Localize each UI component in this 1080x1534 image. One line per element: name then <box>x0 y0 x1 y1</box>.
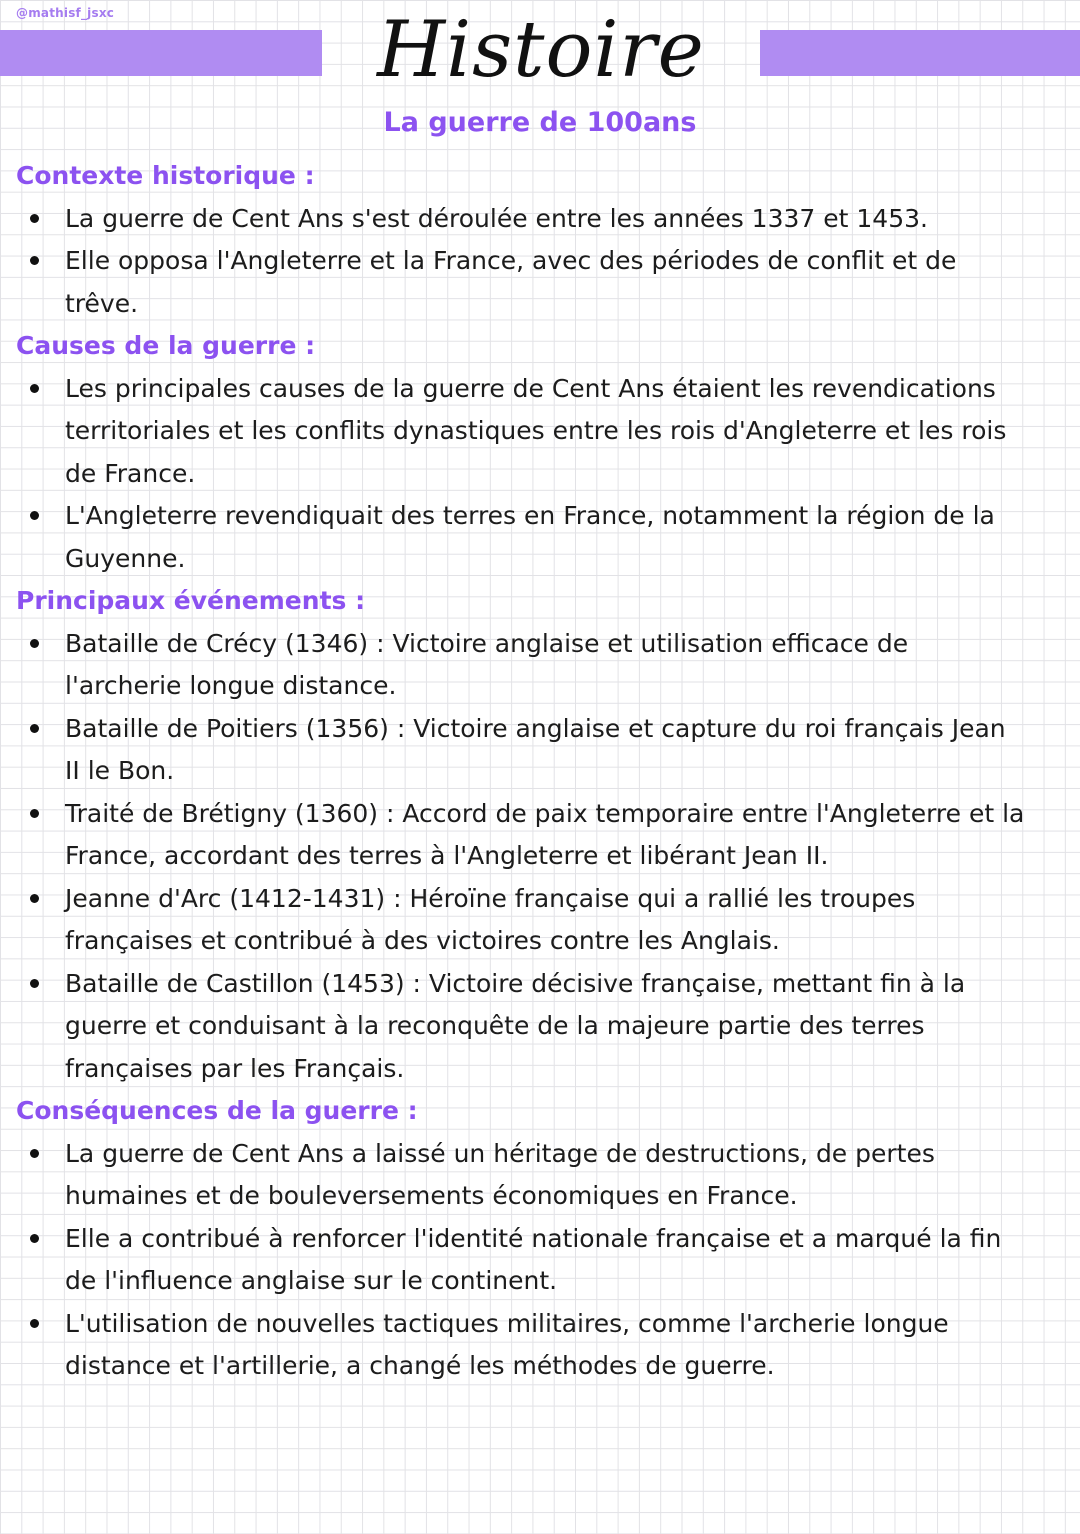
bullet-item: Les principales causes de la guerre de Cent Ans étaient les revendications territoriales et les conflits dynastiques entre les rois d'Angleterre et les rois de France. <box>16 368 1026 496</box>
bullet-item: Bataille de Crécy (1346) : Victoire anglaise et utilisation efficace de l'archerie longue distance. <box>16 623 1026 708</box>
section-contexte <box>16 155 1026 325</box>
bullet-item: L'Angleterre revendiquait des terres en France, notamment la région de la Guyenne. <box>16 495 1026 580</box>
section-consequences <box>16 1090 1026 1388</box>
section-causes <box>16 325 1026 580</box>
bullet-list <box>16 368 1026 581</box>
page-subtitle: La guerre de 100ans <box>383 107 697 138</box>
section-title: Causes de la guerre : <box>16 331 316 360</box>
bullet-item: L'utilisation de nouvelles tactiques militaires, comme l'archerie longue distance et l'artillerie, a changé les méthodes de guerre. <box>16 1303 1026 1388</box>
notes-content <box>16 155 1026 1388</box>
section-title: Conséquences de la guerre : <box>16 1096 418 1125</box>
bullet-list <box>16 623 1026 1091</box>
section-title: Principaux événements : <box>16 586 366 615</box>
bullet-list <box>16 1133 1026 1388</box>
bullet-item: La guerre de Cent Ans s'est déroulée entre les années 1337 et 1453. <box>16 198 1026 241</box>
bullet-item: Elle a contribué à renforcer l'identité nationale française et a marqué la fin de l'influence anglaise sur le continent. <box>16 1218 1026 1303</box>
bullet-item: Bataille de Castillon (1453) : Victoire décisive française, mettant fin à la guerre et conduisant à la reconquête de la majeure partie des terres françaises par les Français. <box>16 963 1026 1091</box>
page-title: Histoire <box>377 5 705 95</box>
author-handle: @mathisf_jsxc <box>16 6 115 20</box>
header-bar-left <box>0 30 322 76</box>
bullet-item: La guerre de Cent Ans a laissé un héritage de destructions, de pertes humaines et de bouleversements économiques en France. <box>16 1133 1026 1218</box>
header-bar-right <box>760 30 1080 76</box>
section-title: Contexte historique : <box>16 161 315 190</box>
bullet-item: Traité de Brétigny (1360) : Accord de paix temporaire entre l'Angleterre et la France, accordant des terres à l'Angleterre et libérant Jean II. <box>16 793 1026 878</box>
bullet-item: Elle opposa l'Angleterre et la France, avec des périodes de conflit et de trêve. <box>16 240 1026 325</box>
bullet-list <box>16 198 1026 326</box>
section-evenements <box>16 580 1026 1090</box>
bullet-item: Jeanne d'Arc (1412-1431) : Héroïne française qui a rallié les troupes françaises et contribué à des victoires contre les Anglais. <box>16 878 1026 963</box>
bullet-item: Bataille de Poitiers (1356) : Victoire anglaise et capture du roi français Jean II le Bon. <box>16 708 1026 793</box>
